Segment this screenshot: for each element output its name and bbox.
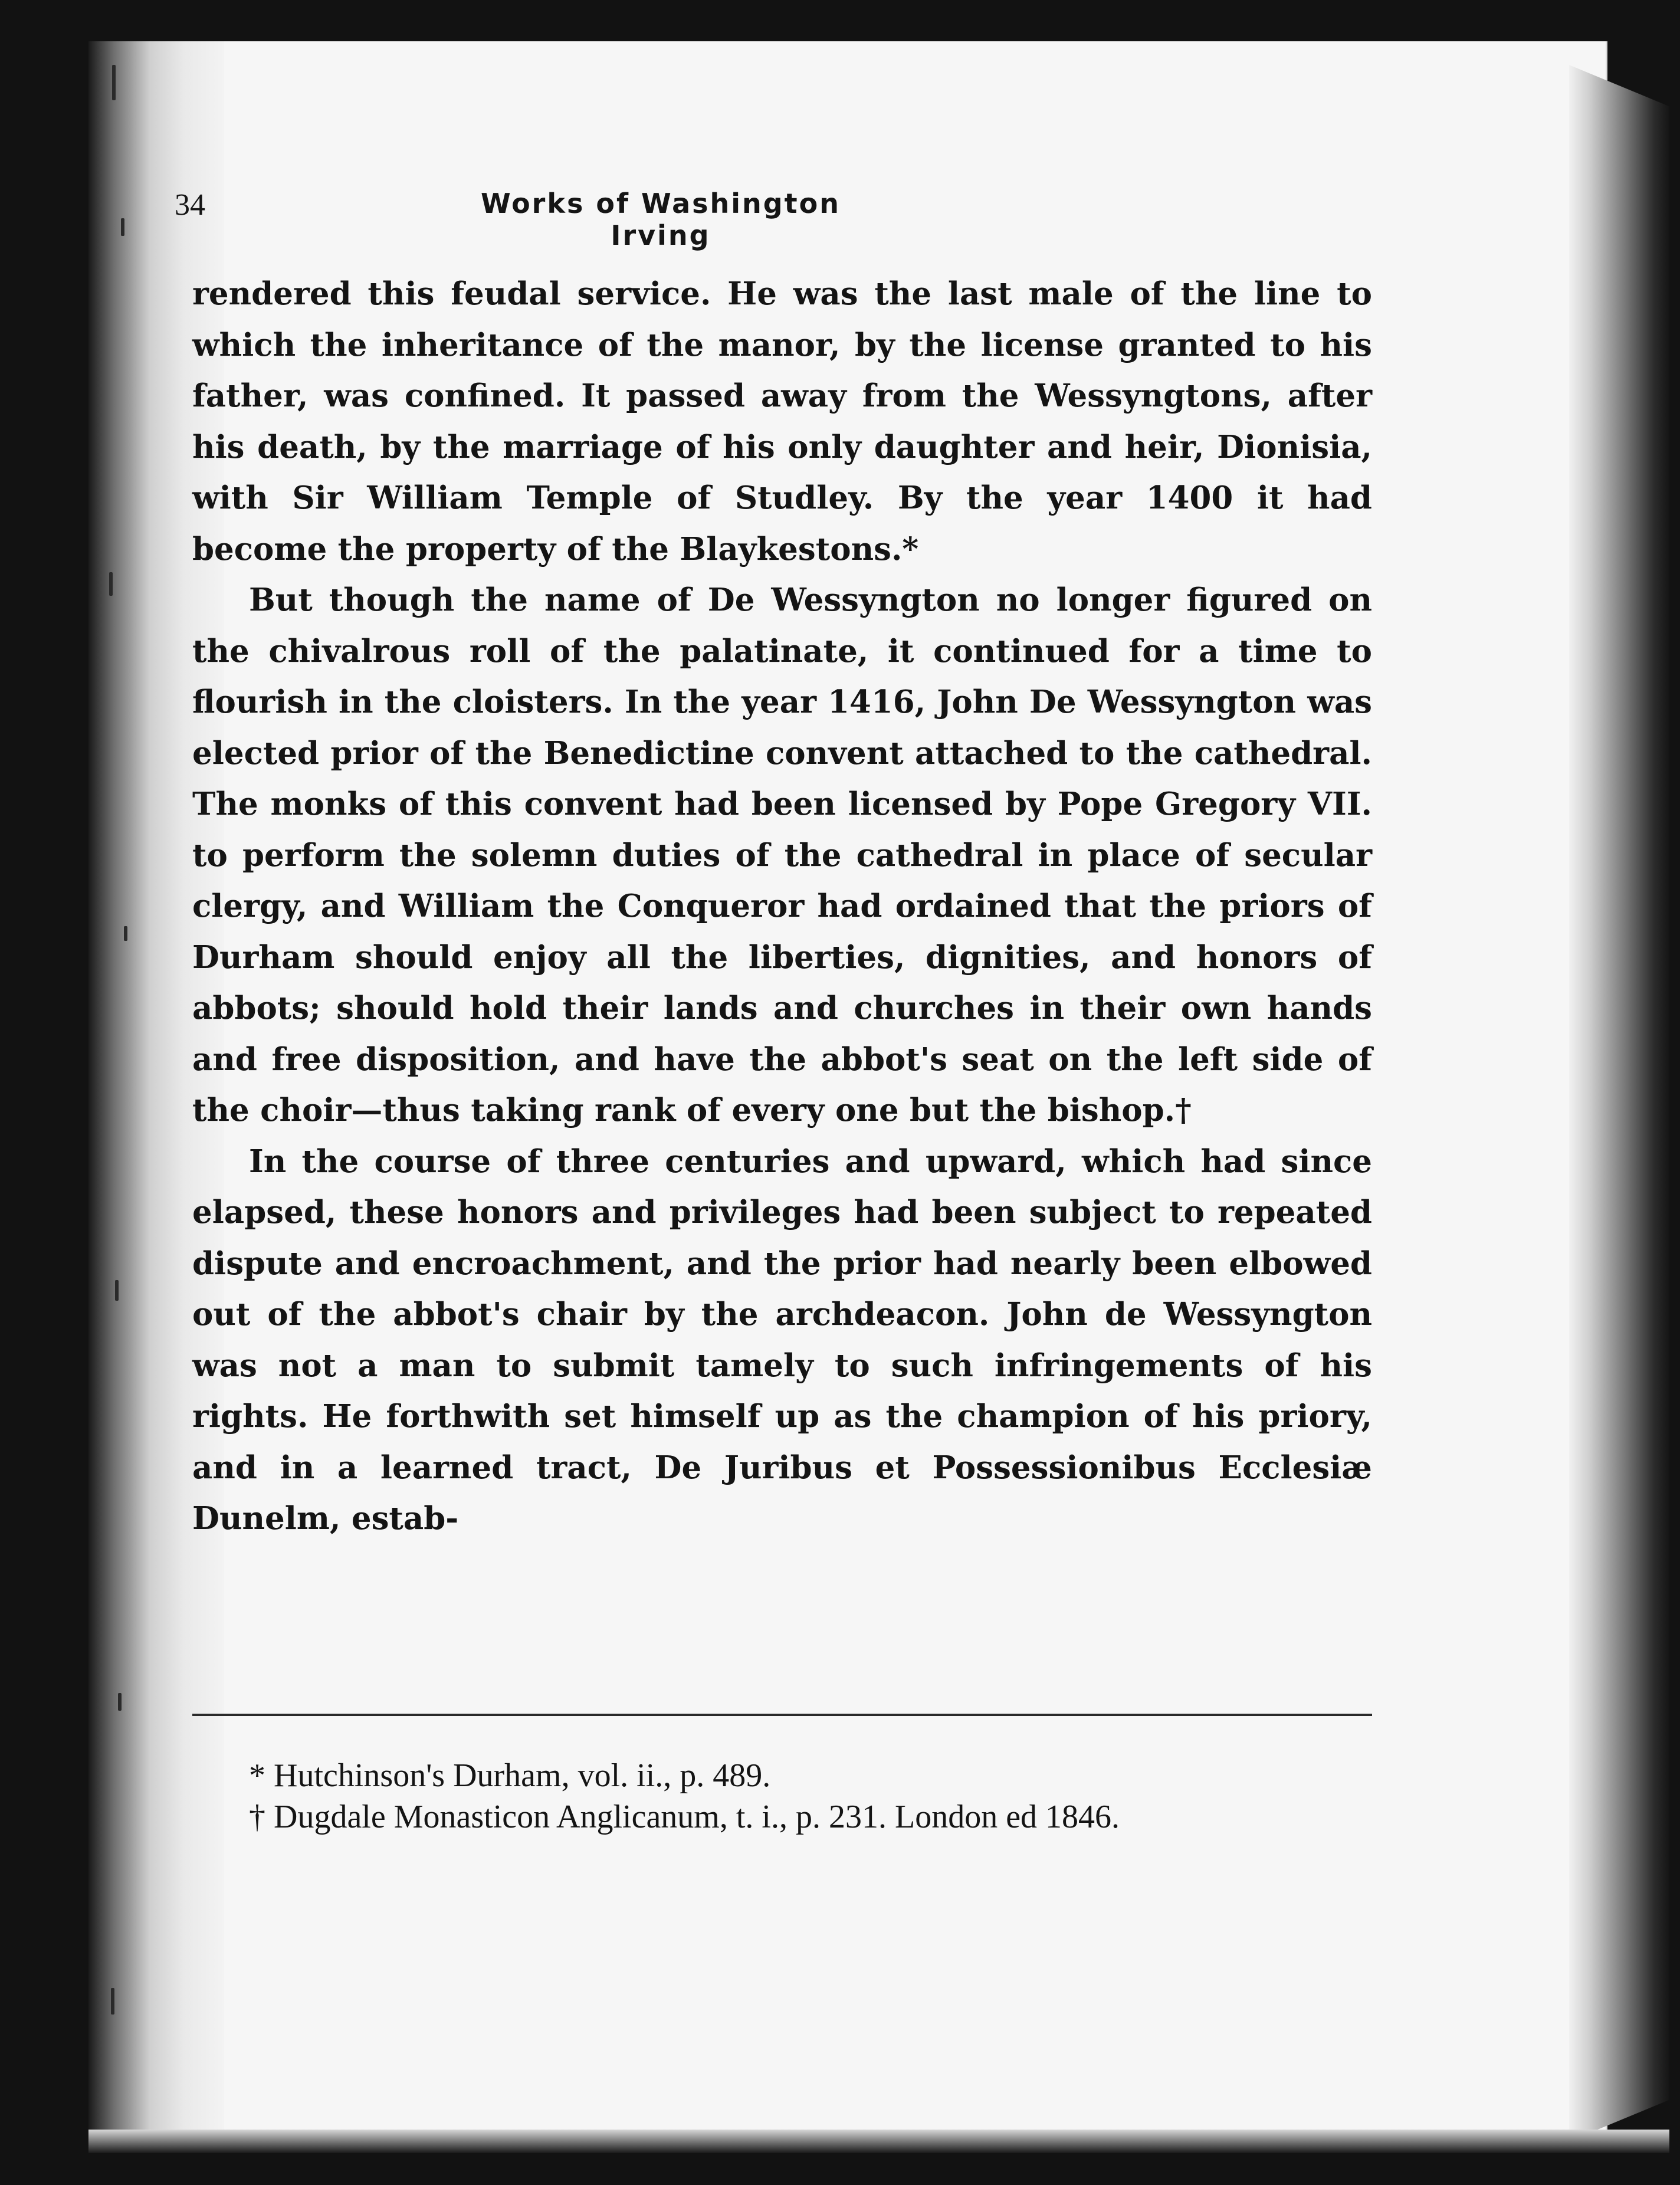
footnote: * Hutchinson's Durham, vol. ii., p. 489. bbox=[249, 1757, 771, 1794]
paragraph: But though the name of De Wessyngton no longer figured on the chivalrous roll of the palatinate, it continued for a time to flourish in the cloisters. In the year 1416, John De Wessyngton was elected prior of the Benedictine convent attached to the cathedral. The monks of this convent had been licensed by Pope Gregory VII. to perform the solemn duties of the cathedral in place of secular clergy, and William the Conqueror had ordained that the priors of Durham should enjoy all the liberties, dignities, and honors of abbots; should hold their lands and churches in their own hands and free disposition, and have the abbot's seat on the left side of the choir—thus taking rank of every one but the bishop.† bbox=[192, 582, 1372, 1128]
page-gutter-shadow bbox=[1569, 65, 1669, 2141]
page-bottom-shadow bbox=[88, 2130, 1669, 2153]
footnote-rule bbox=[192, 1714, 1372, 1716]
page-number: 34 bbox=[175, 188, 205, 222]
footnote: † Dugdale Monasticon Anglicanum, t. i., p. 231. London ed 1846. bbox=[249, 1799, 1120, 1835]
paragraph: In the course of three centuries and upward, which had since elapsed, these honors and privileges had been subject to repeated dispute and encroachment, and the prior had nearly been elbowed out of the abbot's chair by the archdeacon. John de Wessyngton was not a man to submit tamely to such infringements of his rights. He forthwith set himself up as the champion of his priory, and in a learned tract, De Juribus et Possessionibus Ecclesiæ Dunelm, estab- bbox=[192, 1143, 1372, 1537]
paragraph: rendered this feudal service. He was the last male of the line to which the inheritance of the manor, by the license granted to his father, was confined. It passed away from the Wessyngtons, after his death, by the marriage of his only daughter and heir, Dionisia, with Sir William Temple of Studley. By the year 1400 it had become the property of the Blaykestons.* bbox=[192, 275, 1372, 567]
footnotes bbox=[192, 1755, 1372, 1838]
page-header bbox=[0, 188, 1680, 251]
running-title: Works of Washington Irving bbox=[480, 188, 841, 251]
body-text bbox=[192, 268, 1372, 1544]
